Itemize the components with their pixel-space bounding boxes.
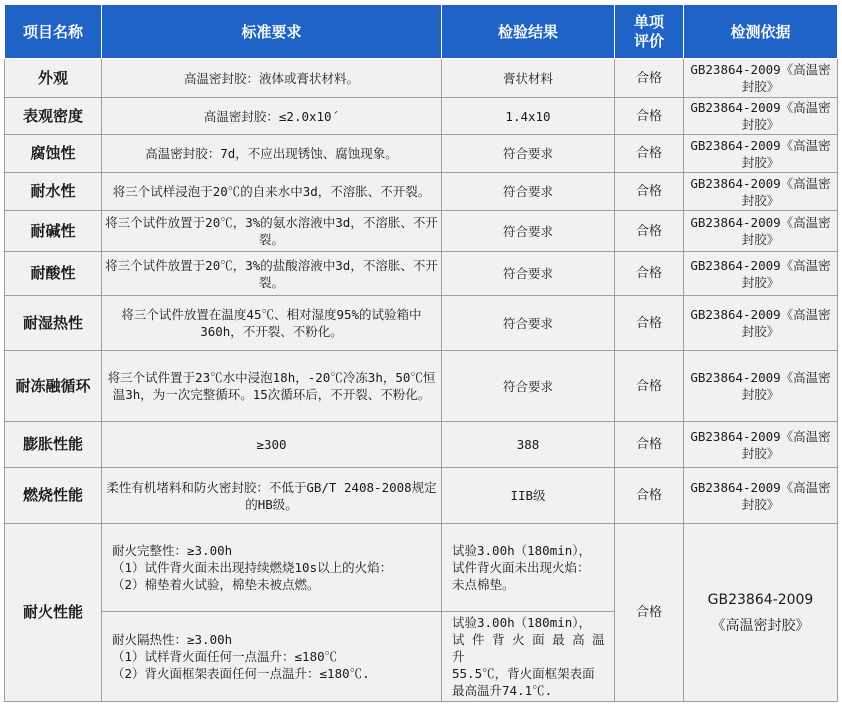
cell-line: 《高温密封胶》 (711, 617, 810, 634)
row-standard: 将三个试件放置于20℃，3%的盐酸溶液中3d，不溶胀、不开裂。 (102, 252, 442, 296)
row-basis: GB23864-2009《高温密封胶》 (684, 135, 838, 173)
table-row (5, 422, 838, 468)
row-name: 膨胀性能 (5, 422, 102, 468)
cell-line: 试验3.00h（180min）， (452, 615, 592, 630)
header-row (5, 5, 838, 59)
cell-line: 耐火隔热性：≥3.00h (112, 632, 233, 647)
row-standard: 柔性有机堵料和防火密封胶：不低于GB/T 2408-2008规定的HB级。 (102, 468, 442, 524)
table-row (5, 351, 838, 422)
row-eval: 合格 (615, 252, 684, 296)
table-row (5, 59, 838, 98)
row-basis: GB23864-2009《高温密封胶》 (684, 59, 838, 98)
row-name: 外观 (5, 59, 102, 98)
row-standard: 将三个试件置于23℃水中浸泡18h，-20℃冷冻3h，50℃恒温3h，为一次完整循环。15次循环后，不开裂、不粉化。 (102, 351, 442, 422)
table-row (5, 468, 838, 524)
cell-line: 试件背火面未出现火焰： (452, 560, 590, 575)
row-eval: 合格 (615, 351, 684, 422)
row-eval: 合格 (615, 468, 684, 524)
row-standard (102, 524, 442, 612)
cell-line: GB23864-2009 (707, 591, 814, 608)
cell-line: 耐火完整性：≥3.00h (112, 543, 233, 558)
row-eval: 合格 (615, 135, 684, 173)
row-result: 符合要求 (442, 252, 615, 296)
row-eval: 合格 (615, 296, 684, 351)
row-standard: 将三个试件放置在温度45℃、相对湿度95%的试验箱中360h，不开裂、不粉化。 (102, 296, 442, 351)
cell-line: （1）试样背火面任何一点温升：≤180℃ (112, 649, 338, 664)
cell-line: （2）背火面框架表面任何一点温升：≤180℃. (112, 666, 370, 681)
row-result: IIB级 (442, 468, 615, 524)
row-eval: 合格 (615, 98, 684, 135)
row-standard (102, 612, 442, 702)
cell-line: 最高温升74.1℃. (452, 683, 553, 698)
row-standard: ≥300 (102, 422, 442, 468)
header-item: 项目名称 (5, 5, 102, 59)
row-name: 耐火性能 (5, 524, 102, 702)
row-eval: 合格 (615, 59, 684, 98)
header-basis: 检测依据 (684, 5, 838, 59)
row-name: 耐冻融循环 (5, 351, 102, 422)
row-name: 燃烧性能 (5, 468, 102, 524)
row-result (442, 612, 615, 702)
row-name: 耐碱性 (5, 211, 102, 252)
row-name: 表观密度 (5, 98, 102, 135)
row-standard: 高温密封胶：≤2.0x10´ (102, 98, 442, 135)
inspection-table (4, 4, 838, 702)
row-standard: 将三个试件放置于20℃，3%的氨水溶液中3d，不溶胀、不开裂。 (102, 211, 442, 252)
row-standard: 将三个试样浸泡于20℃的自来水中3d，不溶胀、不开裂。 (102, 173, 442, 211)
row-basis: GB23864-2009《高温密封胶》 (684, 98, 838, 135)
table-row (5, 252, 838, 296)
row-name: 耐湿热性 (5, 296, 102, 351)
row-eval: 合格 (615, 422, 684, 468)
row-basis: GB23864-2009《高温密封胶》 (684, 351, 838, 422)
cell-line: （1）试件背火面未出现持续燃烧10s以上的火焰： (112, 560, 393, 575)
row-result: 388 (442, 422, 615, 468)
row-basis: GB23864-2009《高温密封胶》 (684, 468, 838, 524)
row-result: 符合要求 (442, 211, 615, 252)
header-result: 检验结果 (442, 5, 615, 59)
table-row (5, 173, 838, 211)
row-basis: GB23864-2009《高温密封胶》 (684, 296, 838, 351)
row-standard: 高温密封胶：液体或膏状材料。 (102, 59, 442, 98)
header-standard: 标准要求 (102, 5, 442, 59)
cell-line: （2）棉垫着火试验，棉垫未被点燃。 (112, 577, 320, 592)
row-name: 腐蚀性 (5, 135, 102, 173)
cell-line: 试 件 背 火 面 最 高 温 升 (452, 632, 605, 664)
row-result (442, 524, 615, 612)
row-eval: 合格 (615, 524, 684, 702)
cell-line: 55.5℃，背火面框架表面 (452, 666, 595, 681)
row-result: 符合要求 (442, 173, 615, 211)
row-eval: 合格 (615, 211, 684, 252)
cell-line: 试验3.00h（180min）， (452, 543, 592, 558)
table-row (5, 524, 838, 612)
row-standard: 高温密封胶：7d，不应出现锈蚀、腐蚀现象。 (102, 135, 442, 173)
table-row (5, 135, 838, 173)
row-basis: GB23864-2009《高温密封胶》 (684, 211, 838, 252)
row-basis: GB23864-2009《高温密封胶》 (684, 422, 838, 468)
cell-line: 未点棉垫。 (452, 577, 515, 592)
row-name: 耐酸性 (5, 252, 102, 296)
row-basis: GB23864-2009《高温密封胶》 (684, 252, 838, 296)
row-name: 耐水性 (5, 173, 102, 211)
row-eval: 合格 (615, 173, 684, 211)
row-result: 符合要求 (442, 351, 615, 422)
row-result: 符合要求 (442, 135, 615, 173)
header-eval: 单项 评价 (615, 5, 684, 59)
table-row (5, 211, 838, 252)
row-basis (684, 524, 838, 702)
table-row (5, 98, 838, 135)
row-result: 符合要求 (442, 296, 615, 351)
row-result: 膏状材料 (442, 59, 615, 98)
row-result: 1.4x10 (442, 98, 615, 135)
row-basis: GB23864-2009《高温密封胶》 (684, 173, 838, 211)
table-row (5, 296, 838, 351)
